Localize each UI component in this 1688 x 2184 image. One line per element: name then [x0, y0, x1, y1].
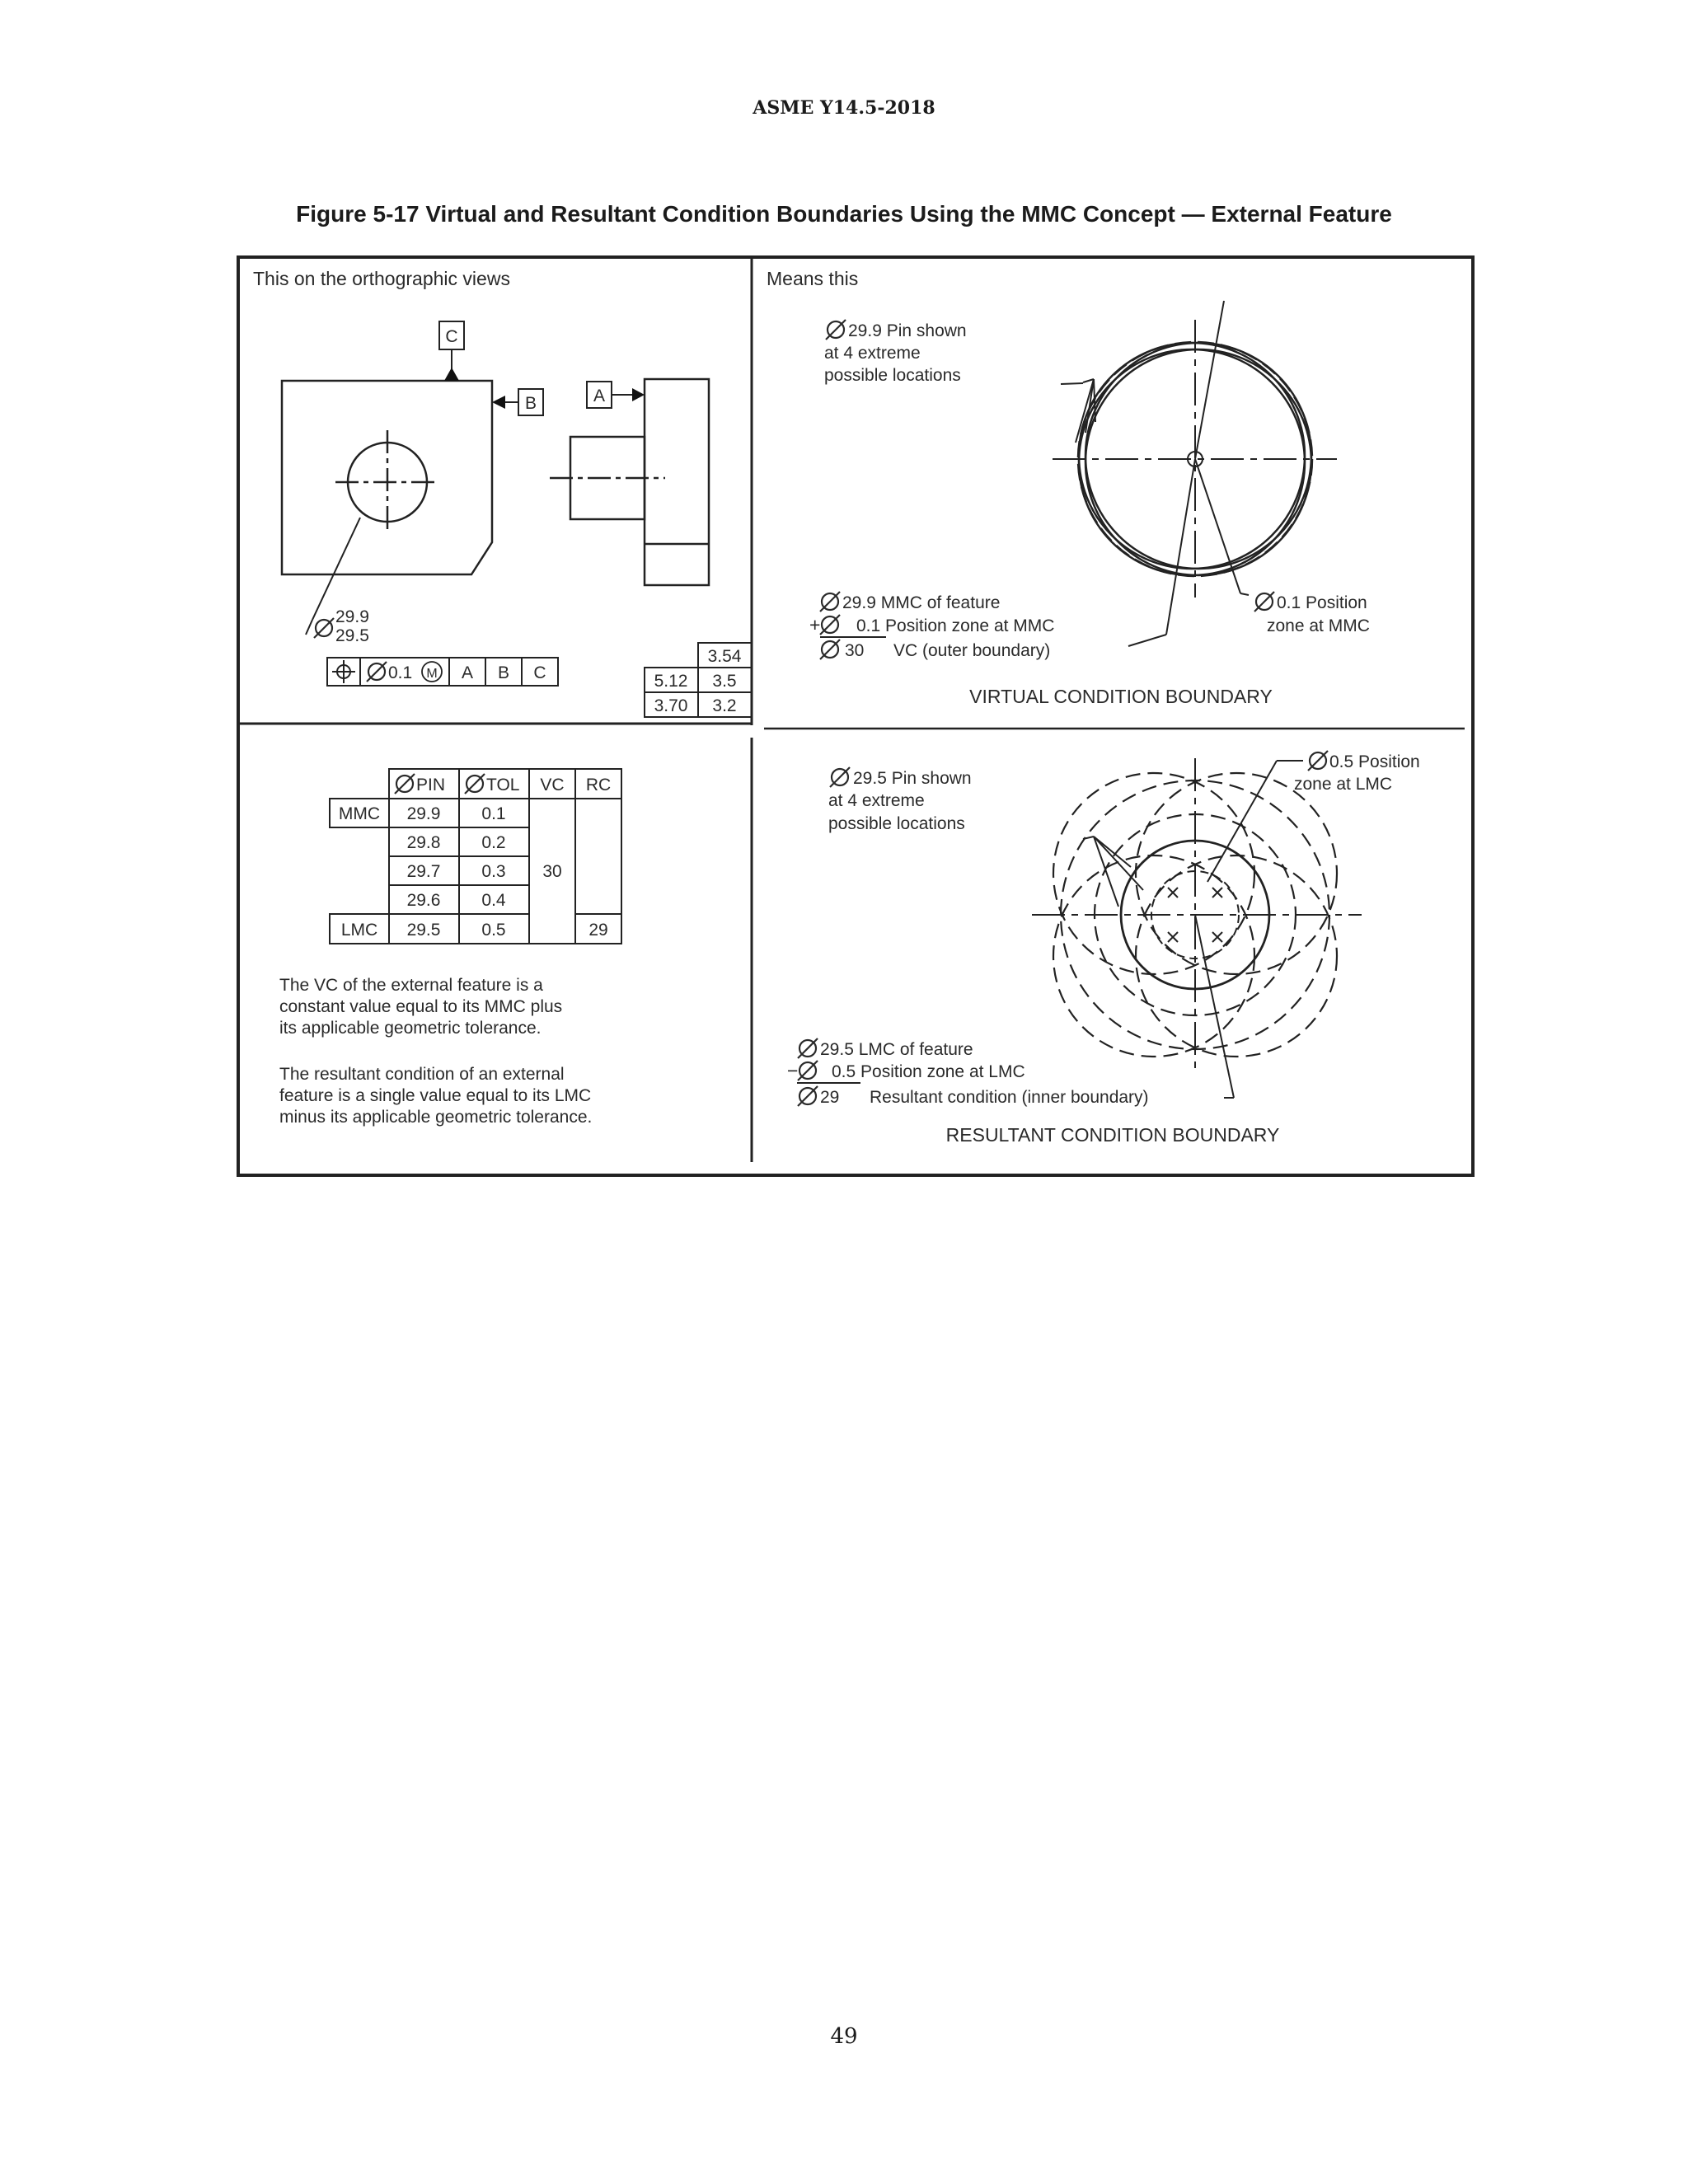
vc-note-line: constant value equal to its MMC plus: [279, 997, 563, 1016]
feature-control-frame: [327, 658, 558, 686]
fcf-datum-2: B: [497, 663, 510, 682]
diameter-icon: [826, 320, 846, 340]
datum-c-label: C: [445, 327, 458, 346]
vc-zone-line: 0.1 Position zone at MMC: [856, 616, 1055, 635]
table-cell: 29.6: [406, 891, 441, 910]
mmc-modifier: M: [426, 667, 438, 681]
rc-pin-label: possible locations: [828, 814, 965, 833]
diameter-icon: [798, 1038, 818, 1058]
side-view: [550, 379, 709, 585]
table-vc-value: 30: [542, 862, 562, 881]
vc-caption: VIRTUAL CONDITION BOUNDARY: [969, 686, 1273, 707]
table-rc-value: 29: [588, 921, 608, 940]
front-view: [282, 381, 492, 574]
figure-title: Figure 5-17 Virtual and Resultant Condition Boundaries Using the MMC Concept — External Feature: [296, 201, 1392, 227]
diameter-icon: [820, 615, 840, 635]
size-upper-limit: 29.9: [335, 607, 369, 626]
minus-sign: −: [787, 1060, 799, 1081]
fcf-datum-1: A: [461, 663, 474, 682]
diameter-icon: [395, 774, 415, 794]
panel-means-label: Means this: [767, 268, 859, 289]
table-cell: 0.2: [481, 833, 506, 852]
vc-note-line: The VC of the external feature is a: [279, 976, 543, 995]
table-cell: 29.9: [406, 804, 441, 823]
figure-diagram: [237, 255, 1475, 1179]
datum-a-symbol: [587, 382, 645, 408]
resultant-condition-drawing: [1032, 758, 1362, 1098]
diameter-icon: [820, 592, 840, 612]
pin-table: [330, 769, 621, 944]
fcf-tolerance: 0.1: [388, 663, 413, 682]
vc-outer-boundary: VC (outer boundary): [893, 641, 1051, 660]
vc-pin-label: at 4 extreme: [824, 344, 921, 363]
datum-b-label: B: [524, 394, 537, 413]
rc-value: 29: [820, 1088, 840, 1107]
table-row-label: MMC: [338, 804, 381, 823]
size-callout: [306, 518, 369, 645]
table-cell: 29.7: [406, 862, 441, 881]
table-header: VC: [540, 776, 565, 794]
diameter-icon: [798, 1061, 818, 1080]
fcf-datum-3: C: [533, 663, 546, 682]
vc-pin-label: 29.9 Pin shown: [848, 321, 967, 340]
title-block-cell: 3.70: [654, 696, 688, 715]
table-header: RC: [585, 776, 612, 794]
vc-pin-label: possible locations: [824, 366, 961, 385]
size-lower-limit: 29.5: [335, 626, 369, 645]
rc-pin-label: 29.5 Pin shown: [853, 769, 972, 788]
rc-lmc-line: 29.5 LMC of feature: [820, 1040, 973, 1059]
diameter-icon: [1254, 592, 1274, 612]
datum-a-label: A: [593, 387, 606, 405]
vc-position-zone: zone at MMC: [1267, 616, 1370, 635]
table-header: TOL: [486, 776, 520, 794]
page-number: 49: [830, 2024, 858, 2049]
diameter-icon: [820, 640, 840, 659]
rc-caption: RESULTANT CONDITION BOUNDARY: [945, 1124, 1280, 1146]
table-cell: 0.4: [481, 891, 506, 910]
datum-b-symbol: [492, 389, 543, 415]
table-row-label: LMC: [340, 921, 378, 940]
title-block-cell: 3.2: [712, 696, 737, 715]
rc-inner-boundary: Resultant condition (inner boundary): [870, 1088, 1149, 1107]
title-block-cell: 3.5: [712, 672, 737, 691]
panel-orthographic-label: This on the orthographic views: [253, 268, 510, 289]
table-cell: 0.5: [481, 921, 506, 940]
diameter-icon: [798, 1086, 818, 1106]
table-cell: 0.3: [481, 862, 506, 881]
rc-note-line: minus its applicable geometric tolerance.: [279, 1108, 593, 1127]
rc-zone-line: 0.5 Position zone at LMC: [832, 1062, 1025, 1081]
table-cell: 29.8: [406, 833, 441, 852]
plus-sign: +: [809, 614, 821, 635]
datum-c-symbol: [439, 321, 464, 381]
diameter-icon: [830, 767, 850, 787]
rc-note-line: The resultant condition of an external: [279, 1065, 565, 1084]
rc-note-line: feature is a single value equal to its LMC: [279, 1086, 592, 1105]
vc-value: 30: [845, 641, 865, 660]
page-header: ASME Y14.5-2018: [753, 97, 935, 119]
title-block-cell: 5.12: [654, 672, 688, 691]
table-header: PIN: [416, 776, 446, 794]
diameter-icon: [314, 618, 334, 638]
diameter-icon: [1308, 751, 1328, 771]
rc-position-zone: zone at LMC: [1294, 775, 1393, 794]
diameter-icon: [465, 774, 485, 794]
vc-position-zone: 0.1 Position: [1277, 593, 1367, 612]
rc-position-zone: 0.5 Position: [1329, 752, 1420, 771]
table-cell: 0.1: [481, 804, 506, 823]
title-block-cell: 3.54: [707, 647, 742, 666]
vc-mmc-line: 29.9 MMC of feature: [842, 593, 1001, 612]
table-cell: 29.5: [406, 921, 441, 940]
vc-note-line: its applicable geometric tolerance.: [279, 1019, 542, 1038]
rc-pin-label: at 4 extreme: [828, 791, 925, 810]
